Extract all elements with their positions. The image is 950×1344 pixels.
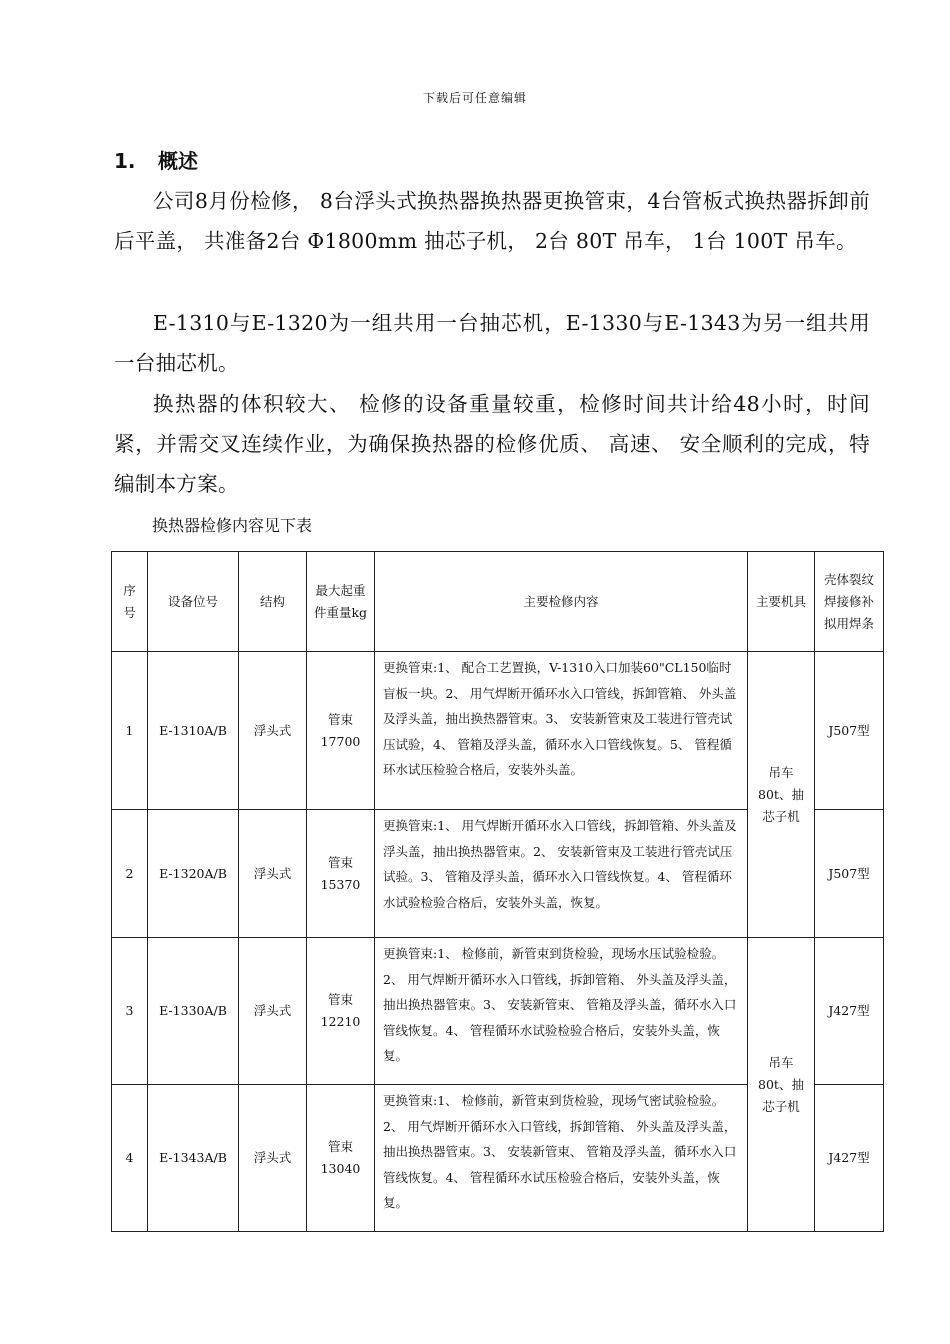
cell-weight: 管束15370	[307, 810, 375, 938]
cell-content: 更换管束:1、 用气焊断开循环水入口管线，拆卸管箱、外头盖及浮头盖，抽出换热器管束。2、 安装新管束及工装进行管壳试压试验。3、 管箱及浮头盖，循环水入口管线恢复。4、 管程循环水试验检验合格后，安装外头盖，恢复。	[375, 810, 748, 938]
cell-no: 2	[112, 810, 148, 938]
cell-content: 更换管束:1、 检修前，新管束到货检验，现场气密试验检验。2、 用气焊断开循环水入口管线，拆卸管箱、 外头盖及浮头盖，抽出换热器管束。3、 安装新管束、 管箱及浮头盖，循环水入口管线恢复。4、 管程循环水试压检验合格后，安装外头盖，恢复。	[375, 1085, 748, 1232]
paragraph-overview: 公司8月份检修， 8台浮头式换热器换热器更换管束，4台管板式换热器拆卸前后平盖， 共准备2台 Φ1800mm 抽芯子机， 2台 80T 吊车， 1台 100T 吊车。	[114, 189, 870, 253]
table-header-row	[112, 552, 884, 652]
cell-electrode: J507型	[815, 652, 884, 810]
cell-tag: E-1320A/B	[148, 810, 239, 938]
cell-no: 3	[112, 938, 148, 1085]
paragraph-grouping: E-1310与E-1320为一组共用一台抽芯机，E-1330与E-1343为另一组共用一台抽芯机。	[114, 311, 870, 375]
header-cell-equipment: 主要机具	[748, 552, 815, 652]
header-cell-electrode: 壳体裂纹焊接修补拟用焊条	[815, 552, 884, 652]
cell-weight: 管束12210	[307, 938, 375, 1085]
section-number: 1.	[114, 149, 136, 173]
maintenance-table	[111, 551, 884, 1232]
cell-electrode: J427型	[815, 938, 884, 1085]
section-title: 概述	[158, 149, 198, 173]
cell-tag: E-1310A/B	[148, 652, 239, 810]
cell-electrode: J427型	[815, 1085, 884, 1232]
header-cell-tag: 设备位号	[148, 552, 239, 652]
cell-weight: 管束17700	[307, 652, 375, 810]
table-caption: 换热器检修内容见下表	[152, 516, 313, 535]
table-row	[112, 938, 884, 1085]
cell-equipment-group-2: 吊车80t、抽芯子机	[748, 938, 815, 1232]
cell-structure: 浮头式	[239, 810, 307, 938]
cell-content: 更换管束:1、 配合工艺置换，V-1310入口加装60"CL150临时盲板一块。2、 用气焊断开循环水入口管线，拆卸管箱、 外头盖及浮头盖，抽出换热器管束。3、 安装新管束及工装进行管壳试压试验，4、 管箱及浮头盖，循环水入口管线恢复。5、 管程循环水试压检验合格后，安装外头盖。	[375, 652, 748, 810]
cell-electrode: J507型	[815, 810, 884, 938]
table-row	[112, 652, 884, 810]
header-cell-no: 序号	[112, 552, 148, 652]
cell-weight: 管束13040	[307, 1085, 375, 1232]
cell-structure: 浮头式	[239, 1085, 307, 1232]
cell-no: 4	[112, 1085, 148, 1232]
cell-structure: 浮头式	[239, 938, 307, 1085]
header-cell-content: 主要检修内容	[375, 552, 748, 652]
section-heading	[114, 145, 198, 174]
paragraph-purpose: 换热器的体积较大、 检修的设备重量较重，检修时间共计给48小时，时间紧，并需交叉连续作业，为确保换热器的检修优质、 高速、 安全顺利的完成，特编制本方案。	[114, 392, 870, 496]
header-note: 下载后可任意编辑	[422, 91, 527, 105]
cell-tag: E-1330A/B	[148, 938, 239, 1085]
header-cell-structure: 结构	[239, 552, 307, 652]
header-cell-weight: 最大起重件重量kg	[307, 552, 375, 652]
cell-no: 1	[112, 652, 148, 810]
cell-tag: E-1343A/B	[148, 1085, 239, 1232]
cell-structure: 浮头式	[239, 652, 307, 810]
cell-content: 更换管束:1、 检修前，新管束到货检验，现场水压试验检验。2、 用气焊断开循环水入口管线，拆卸管箱、 外头盖及浮头盖，抽出换热器管束。3、 安装新管束、 管箱及浮头盖，循环水入口管线恢复。4、 管程循环水试验检验合格后，安装外头盖，恢复。	[375, 938, 748, 1085]
cell-equipment-group-1: 吊车80t、抽芯子机	[748, 652, 815, 938]
